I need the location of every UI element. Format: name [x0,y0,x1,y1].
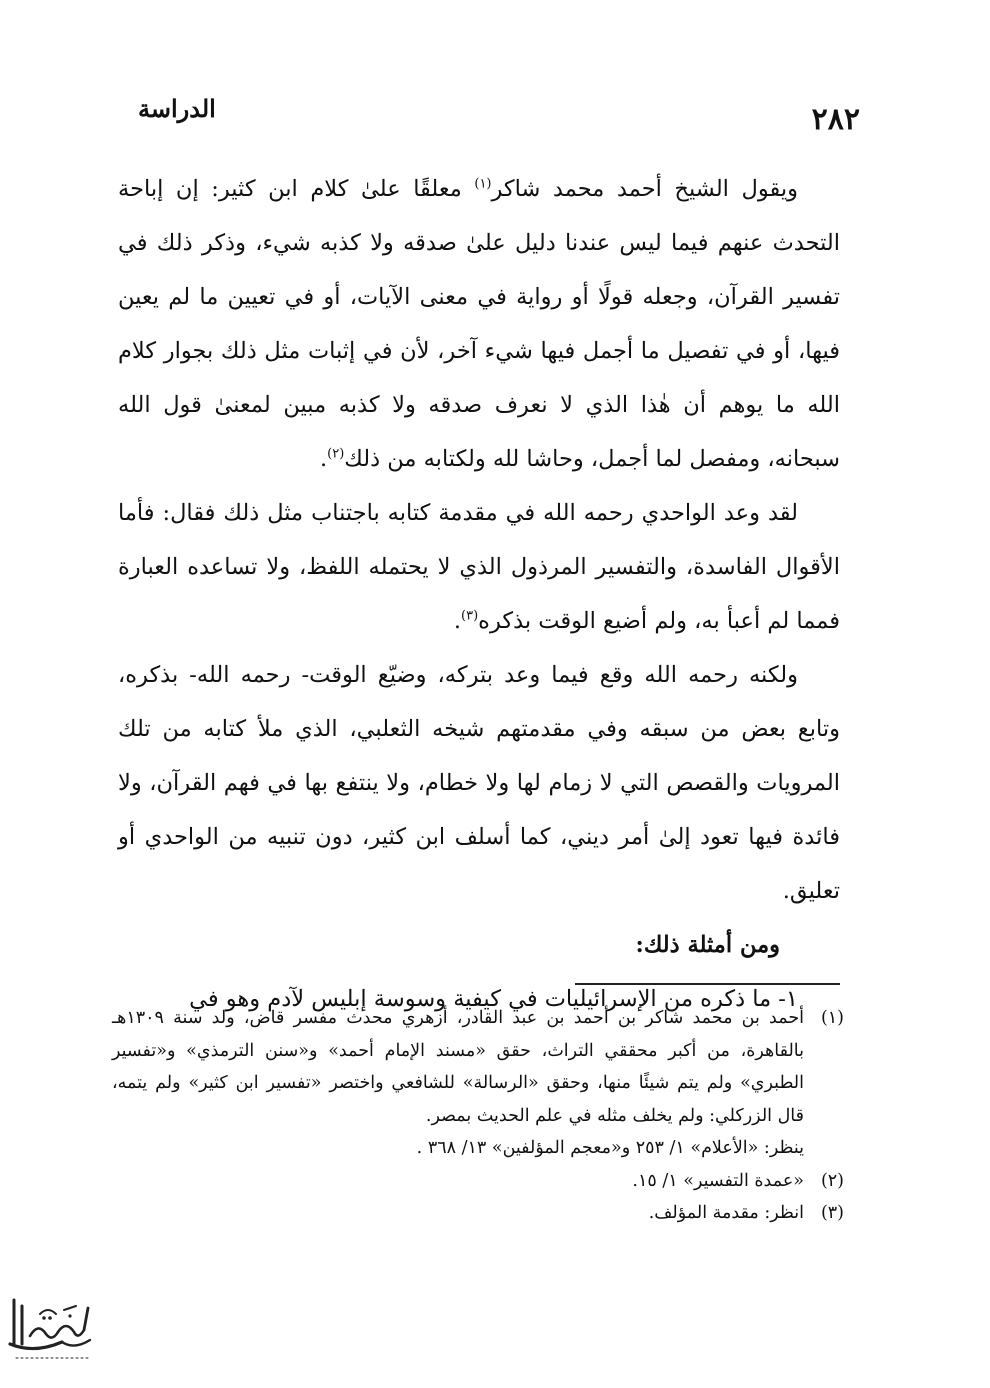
calligraphy-logo-icon [4,1292,96,1364]
footnote-1 [112,1002,844,1132]
paragraph-2 [118,486,840,648]
footnotes [112,1002,844,1230]
paragraph-1-part-a: ويقول الشيخ أحمد محمد شاكر [491,176,798,202]
footnote-1-continuation: ينظر: «الأعلام» ١/ ٢٥٣ و«معجم المؤلفين» ١٣/ ٣٦٨ . [416,1138,804,1158]
section-heading: ومن أمثلة ذلك: [635,932,780,958]
footnote-1-text: أحمد بن محمد شاكر بن أحمد بن عبد القادر، أزهري محدث مفسر قاض، ولد سنة ١٣٠٩هـ بالقاهرة، من أكبر محققي التراث، حقق «مسند الإمام أحمد» و«سنن الترمذي» و«تفسير الطبري» ولم يتم شيئًا منها، وحقق «الرسالة» للشافعي واختصر «تفسير ابن كثير» ولم يتمه، قال الزركلي: ولم يخلف مثله في علم الحديث بمصر. [112,1008,804,1126]
main-text [118,162,840,1026]
footnote-3 [112,1197,844,1230]
running-title: الدراسة [138,94,216,123]
footnote-ref-2[interactable]: (٢) [327,446,345,462]
paragraph-2-part-a: لقد وعد الواحدي رحمه الله في مقدمة كتابه باجتناب مثل ذلك فقال: فأما الأقوال الفاسدة، والتفسير المرذول الذي لا يحتمله اللفظ، ولا تساعده العبارة فمما لم أعبأ به، ولم أضيع الوقت بذكره [118,500,840,634]
page-header [110,92,900,142]
footnote-1-number: (١) [820,1008,844,1028]
footnote-2-number: (٢) [820,1170,844,1191]
footnote-3-number: (٣) [820,1203,844,1223]
paragraph-1-part-c: . [320,446,328,472]
paragraph-1-part-b: معلقًا علىٰ كلام ابن كثير: إن إباحة التحدث عنهم فيما ليس عندنا دليل علىٰ صدقه ولا كذبه شيء، وذكر ذلك في تفسير القرآن، وجعله قولًا أو رواية في معنى الآيات، أو في تعيين ما لم يعين فيها، أو في تفصيل ما أجمل فيها شيء آخر، لأن في إثبات مثل ذلك بجوار كلام الله ما يوهم أن هٰذا الذي لا نعرف صدقه ولا كذبه مبين لمعنىٰ قول الله سبحانه، ومفصل لما أجمل، وحاشا لله ولكتابه من ذلك [118,176,840,472]
footnote-ref-1[interactable]: (١) [474,176,492,192]
footnote-ref-3[interactable]: (٣) [461,608,479,624]
page-number: ٢٨٢ [811,102,860,137]
paragraph-4: ١- ما ذكره من الإسرائيليات في كيفية وسوسة إبليس لآدم وهو في [189,986,798,1012]
paragraph-2-part-b: . [453,608,462,634]
paragraph-3: ولكنه رحمه الله وقع فيما وعد بتركه، وضيّع الوقت- رحمه الله- بذكره، وتابع بعض من سبقه وفي مقدمتهم شيخه الثعلبي، الذي ملأ كتابه من تلك المرويات والقصص التي لا زمام لها ولا خطام، ولا ينتفع بها في فهم القرآن، ولا فائدة فيها تعود إلىٰ أمر ديني، كما أسلف ابن كثير، دون تنبيه من الواحدي أو تعليق. [118,662,840,904]
paragraph-1 [118,162,840,486]
footnote-2 [112,1165,844,1198]
footnote-divider [575,983,840,985]
footnote-2-text: «عمدة التفسير» ١/ ١٥. [632,1170,804,1191]
footnote-3-text: انظر: مقدمة المؤلف. [648,1203,804,1223]
